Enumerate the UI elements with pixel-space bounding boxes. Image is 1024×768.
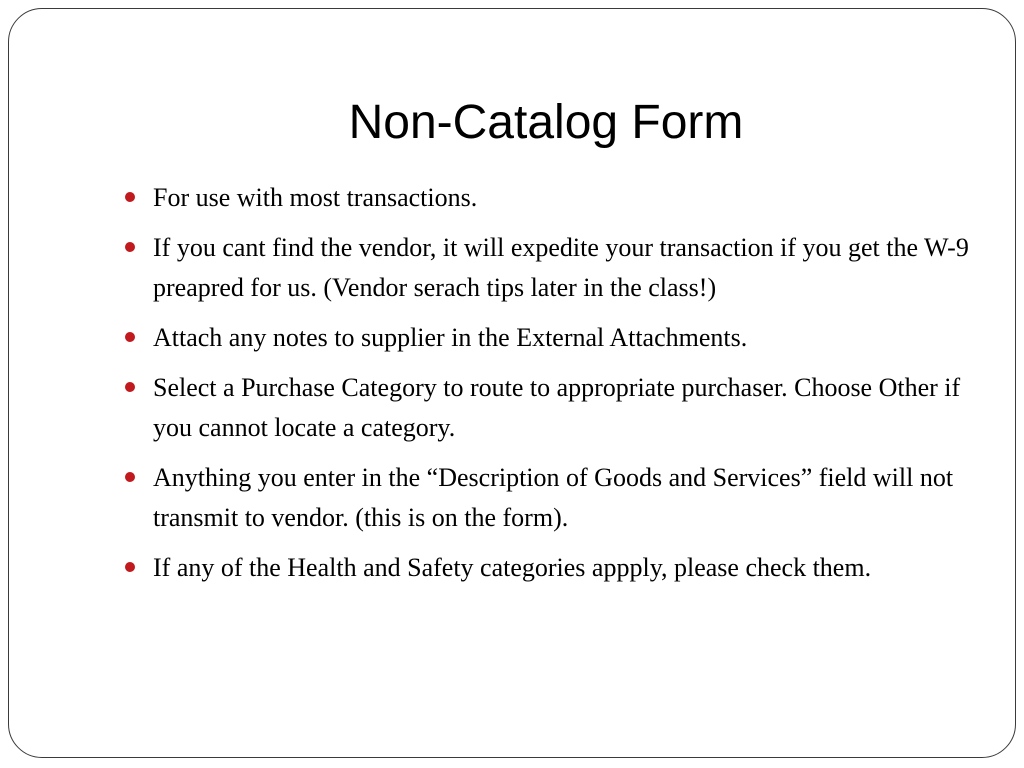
bullet-item xyxy=(153,318,983,358)
bullet-dot-icon xyxy=(125,332,135,342)
bullet-item xyxy=(153,548,983,588)
bullet-text: If you cant find the vendor, it will expedite your transaction if you get the W-9 preapred for us. (Vendor serach tips later in the class!) xyxy=(153,233,969,302)
bullet-text: Anything you enter in the “Description of Goods and Services” field will not transmit to vendor. (this is on the form). xyxy=(153,463,954,532)
bullet-dot-icon xyxy=(125,382,135,392)
bullet-text: Select a Purchase Category to route to appropriate purchaser. Choose Other if you cannot locate a category. xyxy=(153,373,961,442)
bullet-item xyxy=(153,458,983,538)
slide-title: Non-Catalog Form xyxy=(348,96,744,149)
bullet-dot-icon xyxy=(125,472,135,482)
bullet-text: If any of the Health and Safety categories appply, please check them. xyxy=(153,553,872,582)
bullet-item xyxy=(153,178,983,218)
bullet-item xyxy=(153,368,983,448)
bullet-text: For use with most transactions. xyxy=(153,183,478,212)
bullet-dot-icon xyxy=(125,562,135,572)
bullet-text: Attach any notes to supplier in the External Attachments. xyxy=(153,323,748,352)
bullet-dot-icon xyxy=(125,242,135,252)
bullet-item xyxy=(153,228,983,308)
bullet-list xyxy=(153,178,983,598)
slide-frame xyxy=(8,8,1016,758)
bullet-dot-icon xyxy=(125,192,135,202)
